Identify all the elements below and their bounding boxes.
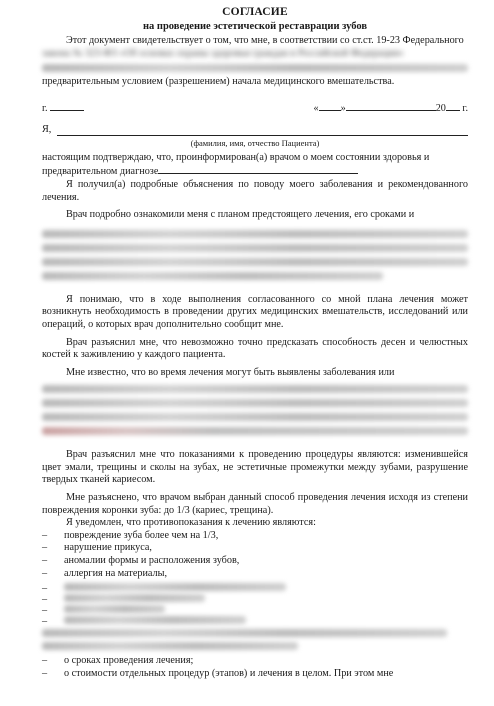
patient-name-row: [42, 124, 468, 137]
redacted-line: [42, 272, 383, 280]
list-item-redacted: [42, 583, 468, 591]
list-item: – о стоимости отдельных процедур (этапов) и лечения в целом. При этом мне: [42, 668, 468, 681]
list-item: – о сроках проведения лечения;: [42, 655, 468, 668]
redacted-line: [42, 64, 468, 72]
contraindications-heading: Я уведомлен, что противопоказания к лечению являются:: [66, 517, 316, 529]
list-item: – аллергия на материалы,: [42, 568, 468, 581]
confirm-line-1: настоящим подтверждаю, что, проинформирован(а) врачом о моем состоянии здоровья и: [42, 151, 430, 163]
diagnosis-blank: [158, 164, 358, 174]
year-suffix: г.: [462, 102, 468, 114]
date-open-quote: «: [313, 102, 319, 114]
redacted-line: [42, 427, 468, 435]
redacted-line: [42, 258, 468, 266]
city-blank: [50, 101, 84, 111]
redacted-line: [42, 629, 447, 637]
year-prefix: 20: [435, 102, 446, 114]
day-blank: [319, 101, 341, 111]
list-item: – аномалии формы и расположения зубов,: [42, 555, 468, 568]
date-field: [314, 101, 469, 116]
place-date-row: [42, 101, 468, 116]
month-blank: [346, 101, 436, 111]
method-paragraph: Мне разъяснено, что врачом выбран данный способ проведения лечения исходя из степени повреждения коронки зуба: до 1/3 (кариес, трещина).: [42, 492, 468, 516]
redacted-line: [42, 385, 468, 393]
intro-line-3: предварительным условием (разрешением) начала медицинского вмешательства.: [42, 76, 395, 88]
redacted-line: [64, 594, 205, 602]
known-paragraph: Мне известно, что во время лечения могут быть выявлены заболевания или: [66, 366, 395, 378]
understand-paragraph: Я понимаю, что в ходе выполнения согласованного со мной плана лечения может возникнуть необходимость в проведении других медицинских вмешательств, исследований или операций, о которых врач дополнительно сообщит мне.: [42, 293, 468, 330]
ya-label: Я,: [42, 123, 52, 135]
redacted-line: [64, 616, 246, 624]
city-prefix: г.: [42, 102, 48, 114]
redacted-line: [42, 399, 468, 407]
intro-line-1: Этот документ свидетельствует о том, что мне, в соответствии со ст.ст. 19-23 Федерального: [66, 35, 464, 47]
indications-paragraph: Врач разъяснил мне что показаниями к проведению процедуры являются: изменившейся цвет эмали, трещины и сколы на зубах, не эстетичные промежутки между зубами, разрушение твердых тканей кариесом.: [42, 449, 468, 486]
final-list: [42, 655, 468, 680]
list-item-redacted: [42, 616, 468, 624]
explanations-paragraph: Я получил(а) подробные объяснения по поводу моего заболевания и рекомендованного лечения.: [42, 178, 468, 203]
document-title: СОГЛАСИЕ: [222, 6, 288, 18]
redacted-line: [42, 642, 298, 650]
redacted-line: [64, 605, 165, 613]
redacted-line: [42, 413, 468, 421]
redacted-line: [42, 244, 468, 252]
city-field: [42, 101, 84, 116]
list-item: – нарушение прикуса,: [42, 542, 468, 555]
contraindications-list: [42, 530, 468, 624]
document-subtitle: на проведение эстетической реставрации зубов: [142, 20, 368, 32]
list-item: – повреждение зуба более чем на 1/3,: [42, 530, 468, 543]
intro-line-blurred: закона № 323-ФЗ «Об основах охраны здоровья граждан в Российской Федерации»: [42, 47, 404, 59]
date-close-quote: »: [340, 102, 346, 114]
confirm-line-2: [42, 164, 468, 179]
year-blank: [446, 101, 460, 111]
healing-paragraph: Врач разъяснил мне, что невозможно точно предсказать способность десен и челюстных костей к заживлению у каждого пациента.: [42, 336, 468, 361]
redacted-line: [64, 583, 286, 591]
diagnosis-label: предварительном диагнозе: [42, 166, 159, 178]
patient-name-blank: [57, 126, 468, 136]
document-page: [0, 6, 494, 706]
list-item-redacted: [42, 594, 468, 602]
plan-paragraph: Врач подробно ознакомили меня с планом предстоящего лечения, его сроками и: [66, 209, 415, 221]
list-item-redacted: [42, 605, 468, 613]
fio-caption: (фамилия, имя, отчество Пациента): [190, 138, 320, 149]
redacted-line: [42, 230, 468, 238]
